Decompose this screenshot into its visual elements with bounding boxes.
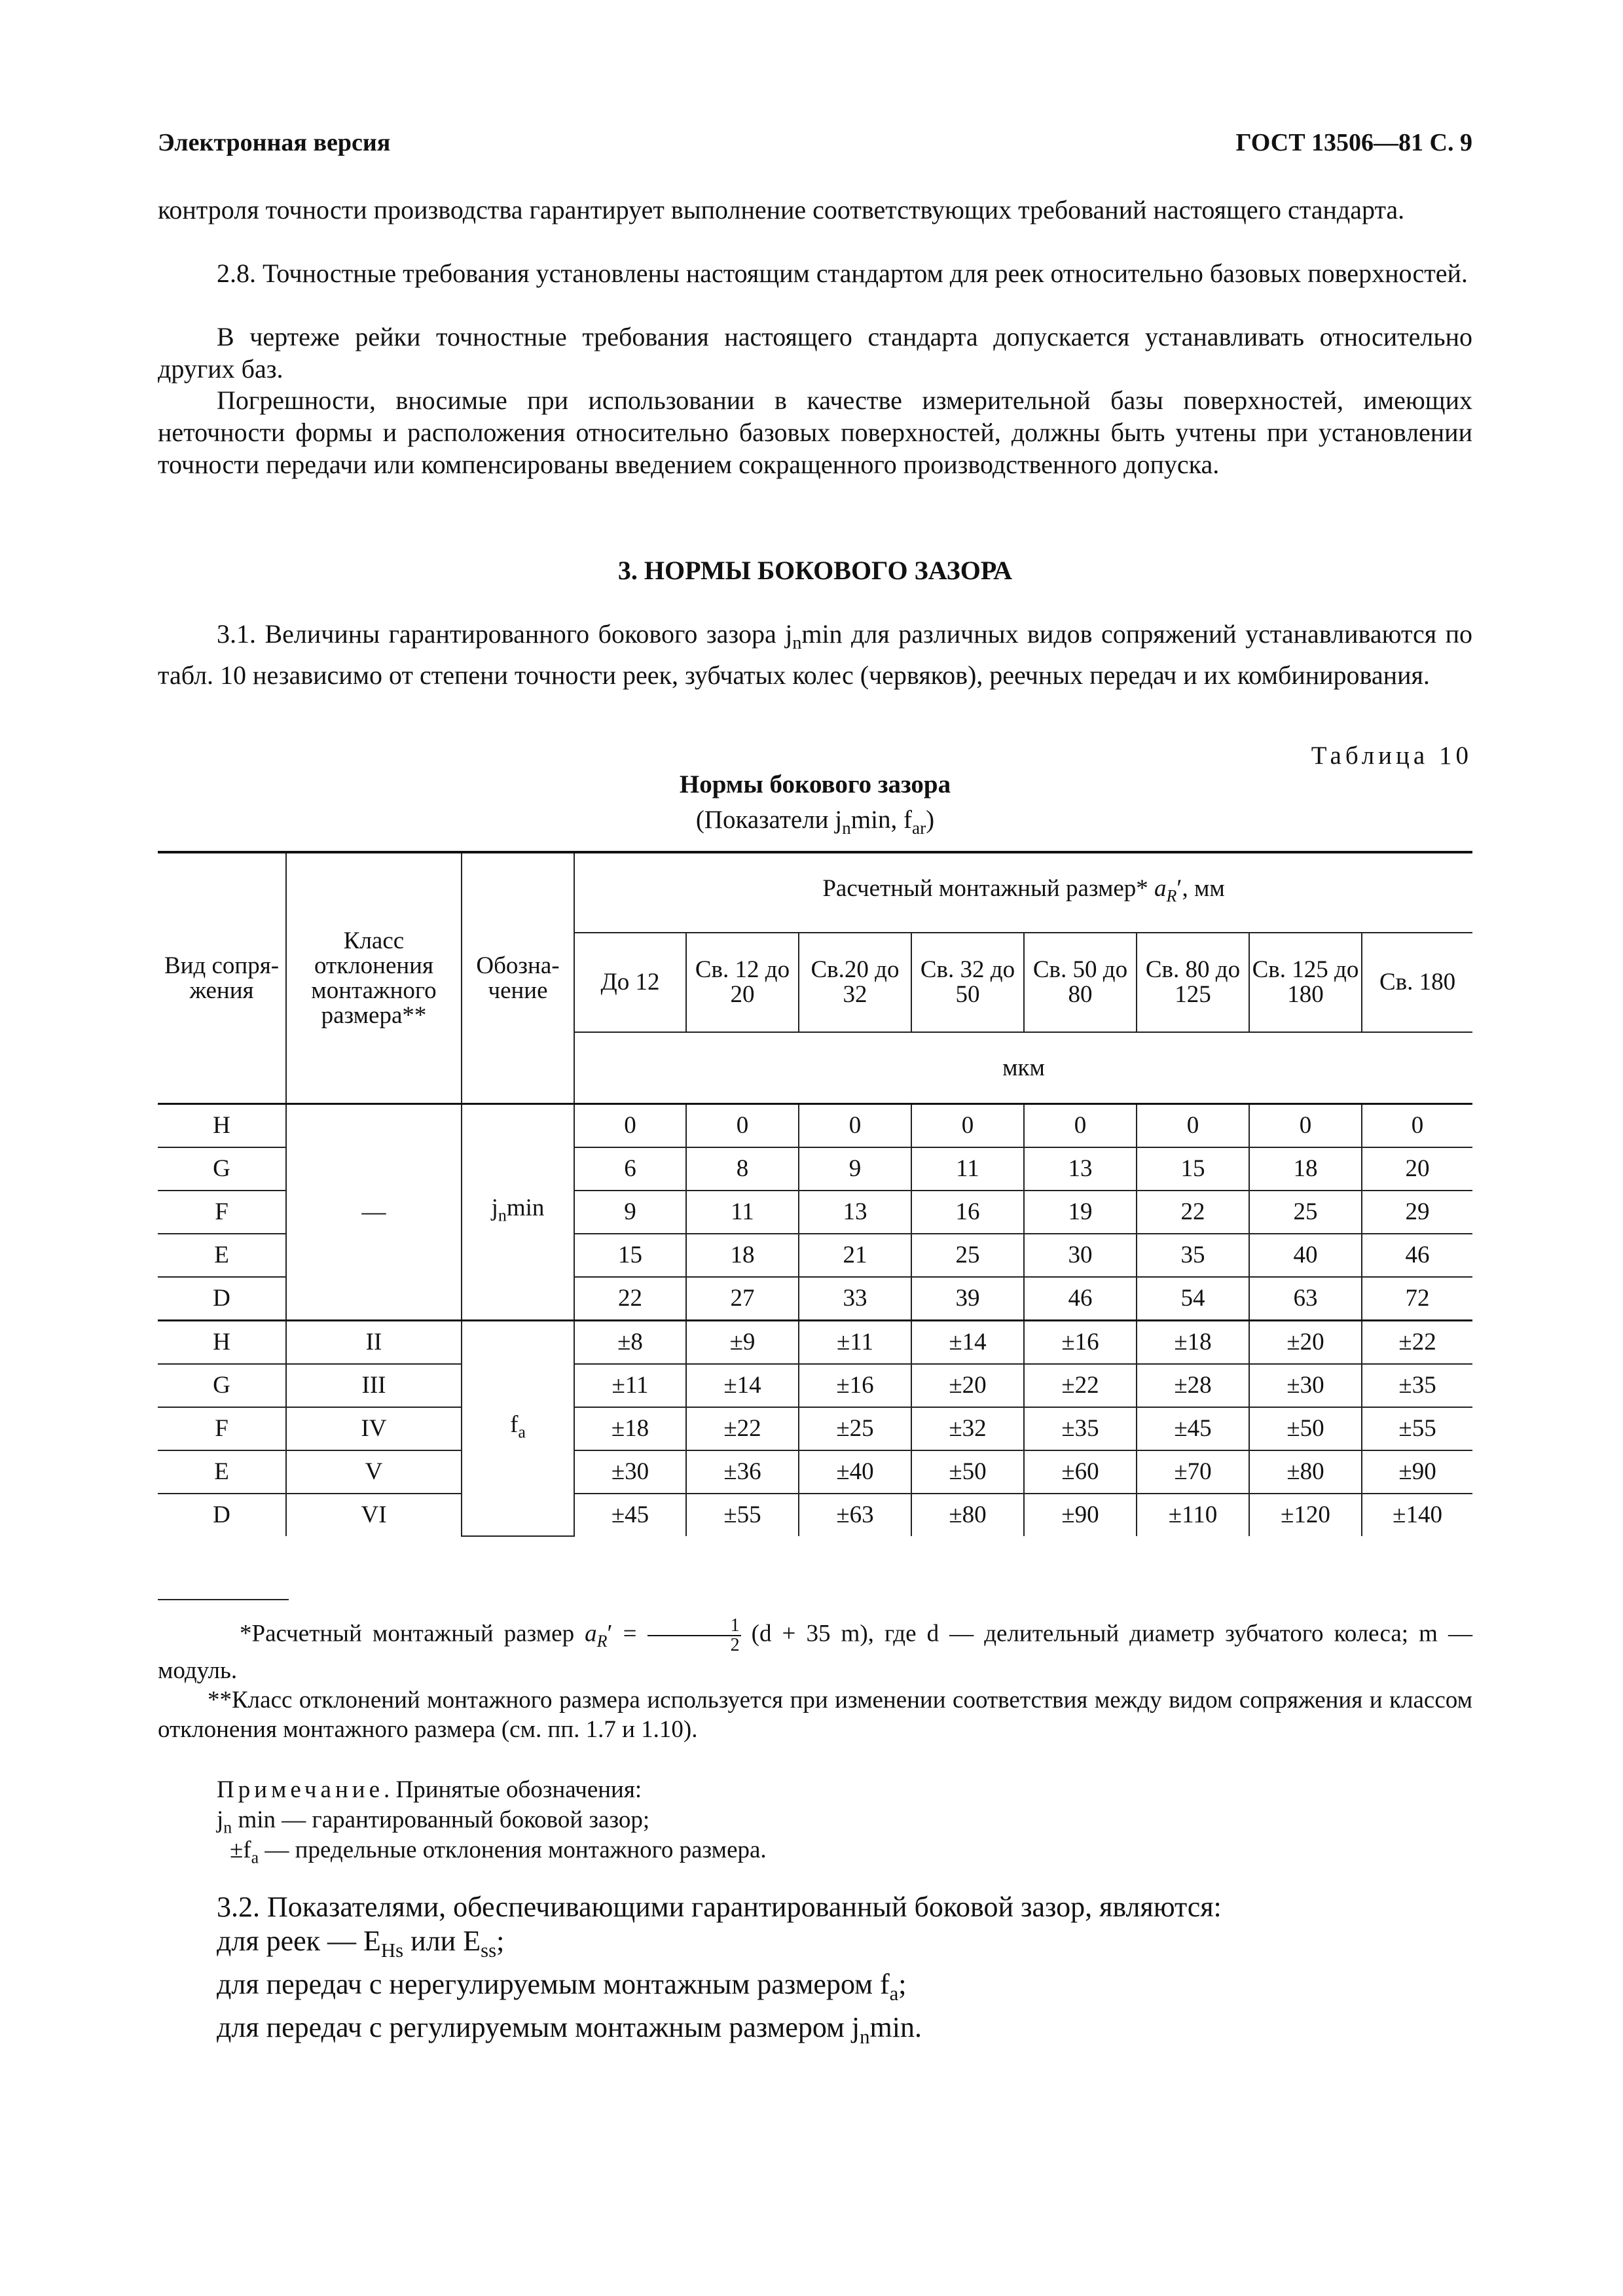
table-subtitle: (Показатели $j_n\min$, $f_{ar}$) — [695, 806, 935, 838]
table-row — [158, 1407, 1472, 1450]
value-cell: ±80 — [911, 1494, 1024, 1536]
section-title: 3. НОРМЫ БОКОВОГО ЗАЗОРА — [617, 556, 1013, 585]
table-label: Таблица 10 — [1311, 742, 1472, 770]
value-cell: 39 — [911, 1277, 1024, 1321]
paragraph-1: контроля точности производства гарантирует выполнение соответствующих требований настоящего стандарта. — [158, 195, 1405, 224]
vid-cell: E — [158, 1234, 286, 1277]
table-row — [158, 1104, 1472, 1148]
value-cell: 25 — [911, 1234, 1024, 1277]
table-row — [158, 1450, 1472, 1494]
col-header-klass: Класс отклонения монтажного размера** — [286, 852, 462, 1104]
vid-cell: G — [158, 1364, 286, 1407]
value-cell: ±30 — [1249, 1364, 1362, 1407]
paragraph-2-8: 2.8. Точностные требования установлены настоящим стандартом для реек относительно базовых поверхностей. — [217, 259, 1468, 288]
value-cell: ±55 — [686, 1494, 799, 1536]
value-cell: 54 — [1137, 1277, 1249, 1321]
value-cell: 33 — [799, 1277, 911, 1321]
value-cell: ±20 — [1249, 1321, 1362, 1365]
value-cell: ±28 — [1137, 1364, 1249, 1407]
value-cell: 9 — [574, 1191, 686, 1234]
vid-cell: H — [158, 1104, 286, 1148]
value-cell: ±35 — [1024, 1407, 1137, 1450]
klass-cell: V — [286, 1450, 462, 1494]
value-cell: 0 — [1137, 1104, 1249, 1148]
value-cell: ±120 — [1249, 1494, 1362, 1536]
value-cell: 0 — [799, 1104, 911, 1148]
table-row — [158, 1364, 1472, 1407]
fraction-one-half: $\frac{1}{2}$ — [647, 1617, 741, 1655]
header-left: Электронная версия — [158, 129, 391, 156]
col-header-size: Расчетный монтажный размер* $a_R'$, мм — [574, 852, 1472, 933]
vid-cell: H — [158, 1321, 286, 1365]
value-cell: 18 — [686, 1234, 799, 1277]
value-cell: 0 — [1024, 1104, 1137, 1148]
value-cell: 22 — [574, 1277, 686, 1321]
value-cell: 0 — [574, 1104, 686, 1148]
value-cell: ±9 — [686, 1321, 799, 1365]
size-range: Св. 80 до 125 — [1137, 933, 1249, 1032]
value-cell: 13 — [1024, 1147, 1137, 1191]
value-cell: 30 — [1024, 1234, 1137, 1277]
value-cell: ±11 — [799, 1321, 911, 1365]
value-cell: ±22 — [1024, 1364, 1137, 1407]
value-cell: ±90 — [1362, 1450, 1472, 1494]
table-row — [158, 1321, 1472, 1365]
value-cell: ±35 — [1362, 1364, 1472, 1407]
col-header-vid: Вид сопря-жения — [158, 852, 286, 1104]
value-cell: ±20 — [911, 1364, 1024, 1407]
value-cell: ±14 — [686, 1364, 799, 1407]
footnote-2: **Класс отклонений монтажного размера используется при изменении соответствия между видом сопряжения и классом отклонения монтажного размера (см. пп. 1.7 и 1.10). — [158, 1687, 1472, 1743]
value-cell: ±25 — [799, 1407, 911, 1450]
size-range: Св. 180 — [1362, 933, 1472, 1032]
value-cell: 21 — [799, 1234, 911, 1277]
value-cell: ±22 — [1362, 1321, 1472, 1365]
value-cell: 11 — [911, 1147, 1024, 1191]
value-cell: ±45 — [1137, 1407, 1249, 1450]
value-cell: 0 — [1249, 1104, 1362, 1148]
norms-table — [158, 851, 1472, 1537]
size-range: Св. 125 до 180 — [1249, 933, 1362, 1032]
value-cell: ±140 — [1362, 1494, 1472, 1536]
oboz-cell: $f_a$ — [462, 1321, 574, 1537]
note-line-1: $j_n$ min — гарантированный боковой зазор; — [217, 1806, 650, 1837]
value-cell: 46 — [1024, 1277, 1137, 1321]
value-cell: 0 — [1362, 1104, 1472, 1148]
value-cell: 18 — [1249, 1147, 1362, 1191]
closing-line-3: для передач с регулируемым монтажным размером $j_n\min$. — [217, 2011, 922, 2048]
value-cell: 11 — [686, 1191, 799, 1234]
vid-cell: D — [158, 1277, 286, 1321]
klass-cell: II — [286, 1321, 462, 1365]
closing-line-1: для реек — $E_{Hs}$ или $E_{ss}$; — [217, 1925, 505, 1962]
value-cell: 72 — [1362, 1277, 1472, 1321]
value-cell: 29 — [1362, 1191, 1472, 1234]
table-title: Нормы бокового зазора — [679, 770, 951, 798]
value-cell: ±110 — [1137, 1494, 1249, 1536]
value-cell: 15 — [574, 1234, 686, 1277]
value-cell: ±63 — [799, 1494, 911, 1536]
oboz-cell: $j_n\min$ — [462, 1104, 574, 1321]
value-cell: 22 — [1137, 1191, 1249, 1234]
note-intro: Примечание. Принятые обозначения: — [217, 1776, 642, 1803]
value-cell: 0 — [686, 1104, 799, 1148]
klass-cell: VI — [286, 1494, 462, 1536]
value-cell: ±22 — [686, 1407, 799, 1450]
value-cell: ±60 — [1024, 1450, 1137, 1494]
value-cell: ±11 — [574, 1364, 686, 1407]
value-cell: 20 — [1362, 1147, 1472, 1191]
footnote-divider — [158, 1599, 289, 1600]
value-cell: ±18 — [1137, 1321, 1249, 1365]
value-cell: ±50 — [1249, 1407, 1362, 1450]
klass-cell: IV — [286, 1407, 462, 1450]
size-range: Св.20 до 32 — [799, 933, 911, 1032]
value-cell: 15 — [1137, 1147, 1249, 1191]
closing-intro: 3.2. Показателями, обеспечивающими гарантированный боковой зазор, являются: — [217, 1891, 1222, 1923]
value-cell: ±30 — [574, 1450, 686, 1494]
size-range: Св. 32 до 50 — [911, 933, 1024, 1032]
size-range: До 12 — [574, 933, 686, 1032]
value-cell: 6 — [574, 1147, 686, 1191]
value-cell: ±45 — [574, 1494, 686, 1536]
value-cell: ±50 — [911, 1450, 1024, 1494]
value-cell: 16 — [911, 1191, 1024, 1234]
value-cell: ±90 — [1024, 1494, 1137, 1536]
col-header-oboz: Обозна-чение — [462, 852, 574, 1104]
value-cell: ±36 — [686, 1450, 799, 1494]
value-cell: ±14 — [911, 1321, 1024, 1365]
table-row — [158, 1494, 1472, 1536]
vid-cell: F — [158, 1407, 286, 1450]
value-cell: 63 — [1249, 1277, 1362, 1321]
value-cell: 8 — [686, 1147, 799, 1191]
value-cell: ±16 — [1024, 1321, 1137, 1365]
value-cell: ±40 — [799, 1450, 911, 1494]
value-cell: ±55 — [1362, 1407, 1472, 1450]
vid-cell: F — [158, 1191, 286, 1234]
unit-header: мкм — [574, 1032, 1472, 1104]
klass-cell: — — [286, 1104, 462, 1321]
value-cell: 0 — [911, 1104, 1024, 1148]
value-cell: ±18 — [574, 1407, 686, 1450]
closing-line-2: для передач с нерегулируемым монтажным размером $f_a$; — [217, 1967, 907, 2005]
value-cell: ±70 — [1137, 1450, 1249, 1494]
vid-cell: D — [158, 1494, 286, 1536]
note-line-2: $\pm f_a$ — предельные отклонения монтажного размера. — [230, 1837, 767, 1867]
vid-cell: E — [158, 1450, 286, 1494]
value-cell: 19 — [1024, 1191, 1137, 1234]
size-range: Св. 50 до 80 — [1024, 933, 1137, 1032]
klass-cell: III — [286, 1364, 462, 1407]
footnote-1: *Расчетный монтажный размер $a_R'$ = $\frac{1}{2}$ (d + 35 m), где d — делительный диаметр зубчатого колеса; m — модуль. — [158, 1615, 1472, 1684]
value-cell: ±80 — [1249, 1450, 1362, 1494]
paragraph-3-1: 3.1. Величины гарантированного бокового зазора $j_n\min$ для различных видов сопряжений устанавливаются по табл. 10 независимо от степени точности реек, зубчатых колес (червяков), реечных передач и их комбинирования. — [158, 619, 1472, 690]
value-cell: ±16 — [799, 1364, 911, 1407]
value-cell: 46 — [1362, 1234, 1472, 1277]
value-cell: 27 — [686, 1277, 799, 1321]
size-range: Св. 12 до 20 — [686, 933, 799, 1032]
vid-cell: G — [158, 1147, 286, 1191]
value-cell: 25 — [1249, 1191, 1362, 1234]
header-right: ГОСТ 13506—81 С. 9 — [1235, 129, 1472, 156]
closing-block — [217, 1890, 1222, 2053]
value-cell: 9 — [799, 1147, 911, 1191]
value-cell: 13 — [799, 1191, 911, 1234]
value-cell: ±8 — [574, 1321, 686, 1365]
value-cell: ±32 — [911, 1407, 1024, 1450]
value-cell: 35 — [1137, 1234, 1249, 1277]
value-cell: 40 — [1249, 1234, 1362, 1277]
paragraph-4: Погрешности, вносимые при использовании в качестве измерительной базы поверхностей, имеющих неточности формы и расположения относительно базовых поверхностей, должны быть учтены при установлении точности передачи или компенсированы введением сокращенного производственного допуска. — [158, 386, 1472, 479]
paragraph-3: В чертеже рейки точностные требования настоящего стандарта допускается устанавливать относительно других баз. — [158, 322, 1472, 384]
